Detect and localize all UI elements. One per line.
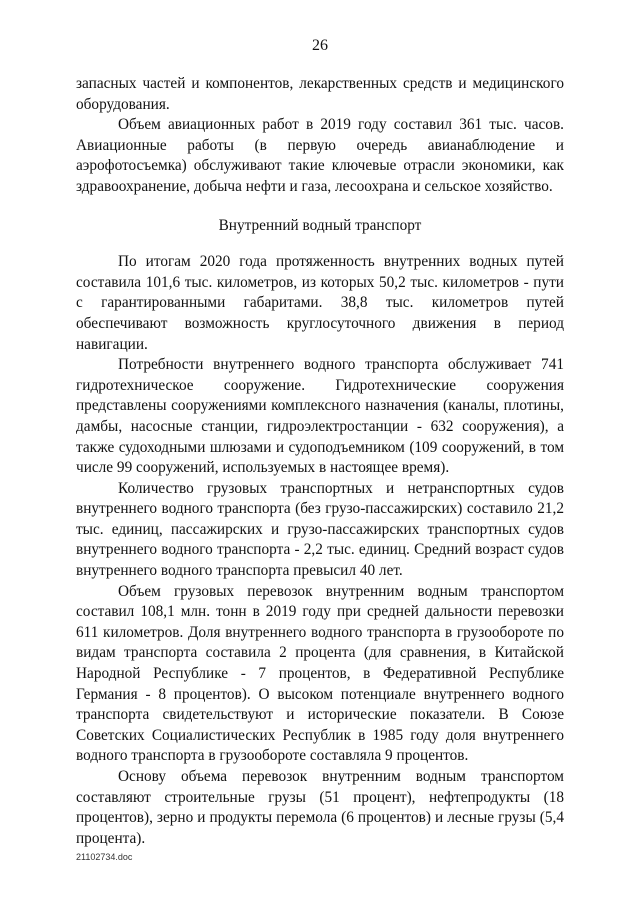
- page-number: 26: [312, 37, 328, 54]
- document-body: [76, 74, 564, 849]
- section-heading-inland-water-transport: Внутренний водный транспорт: [218, 216, 422, 234]
- footer-file-name: 21102734.doc: [76, 852, 133, 862]
- paragraph-aviation-work: Объем авиационных работ в 2019 году составил 361 тыс. часов. Авиационные работы (в первую очередь авианаблюдение и аэрофотосъемка) обслуживают такие ключевые отрасли экономики, как здравоохранение, добыча нефти и газа, лесоохрана и сельское хозяйство.: [76, 116, 564, 195]
- paragraph-hydraulic-structures: Потребности внутреннего водного транспорта обслуживает 741 гидротехническое сооружение. Гидротехнические сооружения представлены сооружениями комплексного назначения (каналы, плотины, дамбы, насосные станции, гидроэлектростанции - 632 сооружения), а также судоходными шлюзами и судоподъемником (109 сооружений, в том числе 99 сооружений, используемых в настоящее время).: [76, 356, 564, 477]
- paragraph-cargo-structure: Основу объема перевозок внутренним водным транспортом составляют строительные грузы (51 процент), нефтепродукты (18 процентов), зерно и продукты перемола (6 процентов) и лесные грузы (5,4 процента).: [76, 768, 564, 847]
- paragraph-vessel-count: Количество грузовых транспортных и нетранспортных судов внутреннего водного транспорта (без грузо-пассажирских) составило 21,2 тыс. единиц, пассажирских и грузо-пассажирских транспортных судов внутреннего водного транспорта - 2,2 тыс. единиц. Средний возраст судов внутреннего водного транспорта превысил 40 лет.: [76, 479, 564, 580]
- paragraph-cargo-volume: Объем грузовых перевозок внутренним водным транспортом составил 108,1 млн. тонн в 2019 году при средней дальности перевозки 611 километров. Доля внутреннего водного транспорта в грузообороте по видам транспорта составила 2 процента (для сравнения, в Китайской Народной Республике - 7 процентов, в Федеративной Республике Германия - 8 процентов). О высоком потенциале внутреннего водного транспорта свидетельствуют и исторические показатели. В Союзе Советских Социалистических Республик в 1985 году доля внутреннего водного транспорта в грузообороте составляла 9 процентов.: [76, 582, 564, 765]
- paragraph-waterway-length: По итогам 2020 года протяженность внутренних водных путей составила 101,6 тыс. километров, из которых 50,2 тыс. километров - пути с гарантированными габаритами. 38,8 тыс. километров путей обеспечивают возможность круглосуточного движения в период навигации.: [76, 253, 564, 353]
- paragraph-continuation: запасных частей и компонентов, лекарственных средств и медицинского оборудования.: [76, 75, 564, 113]
